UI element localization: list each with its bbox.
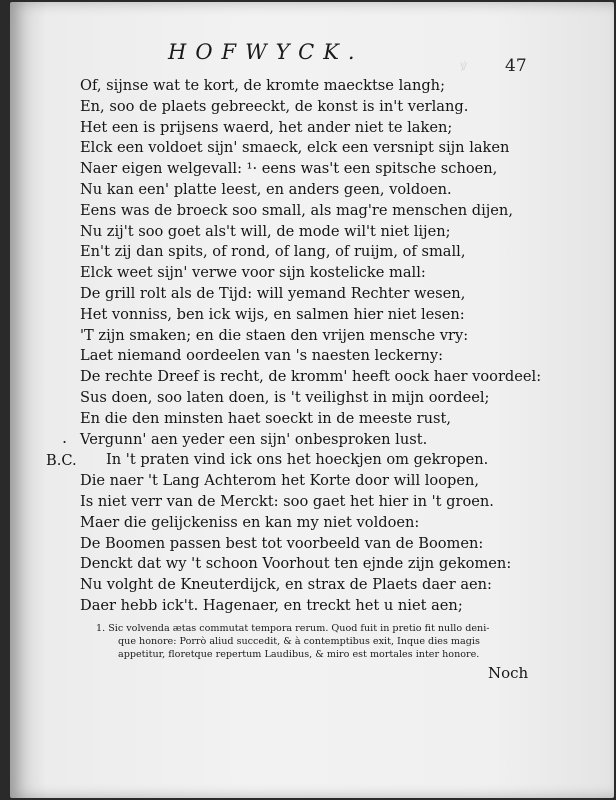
- margin-mark: .: [62, 428, 68, 447]
- verse-line: Het vonniss, ben ick wijs, en salmen hier niet lesen:: [80, 305, 465, 323]
- verse-line: Sus doen, soo laten doen, is 't veilighst in mijn oordeel;: [80, 388, 490, 406]
- verse-line: Nu kan een' platte leest, en anders geen, voldoen.: [80, 180, 452, 198]
- verse-line: Naer eigen welgevall: ¹· eens was't een spitsche schoen,: [80, 160, 498, 178]
- verse-line: Nu volght de Kneuterdijck, en strax de Plaets daer aen:: [80, 576, 492, 594]
- verse-line: De Boomen passen best tot voorbeeld van de Boomen:: [80, 534, 484, 552]
- verse-line: Elck een voldoet sijn' smaeck, elck een versnipt sijn laken: [80, 139, 510, 157]
- verse-line: Of, sijnse wat te kort, de kromte maecktse langh;: [80, 77, 446, 94]
- verse-line: Maer die gelijckeniss en kan my niet voldoen:: [80, 513, 420, 531]
- verse-line: Laet niemand oordeelen van 's naesten leckerny:: [80, 347, 444, 365]
- verse-line: Daer hebb ick't. Hagenaer, en treckt het u niet aen;: [80, 596, 463, 614]
- verse-line: Het een is prijsens waerd, het ander niet te laken;: [80, 118, 453, 136]
- verse-line: Is niet verr van de Merckt: soo gaet het hier in 't groen.: [80, 492, 494, 510]
- footnote-line: 1. Sic volvenda ætas commutat tempora rerum. Quod fuit in pretio fit nullo deni-: [96, 623, 490, 634]
- verse-line: Vergunn' aen yeder een sijn' onbesproken lust.: [80, 430, 428, 448]
- verse-line: Die naer 't Lang Achterom het Korte door will loopen,: [80, 472, 480, 490]
- verse-line: Nu zij't soo goet als't will, de mode wil't niet lijen;: [80, 222, 451, 240]
- page-number: 47: [505, 56, 527, 76]
- footnote-line: que honore: Porrò aliud succedit, & à contemptibus exit, Inque dies magis: [118, 636, 480, 647]
- verse-line: En, soo de plaets gebreeckt, de konst is in't verlang.: [80, 97, 469, 115]
- speaker-label: B.C.: [46, 452, 77, 469]
- footnote-line: appetitur, floretque repertum Laudibus, & miro est mortales inter honore.: [118, 649, 480, 660]
- verse-line: De rechte Dreef is recht, de kromm' heeft oock haer voordeel:: [80, 368, 542, 386]
- running-header: HOFWYCK.: [168, 40, 364, 64]
- verse-line: En die den minsten haet soeckt in de meeste rust,: [80, 409, 452, 427]
- verse-line: En't zij dan spits, of rond, of lang, of ruijm, of small,: [80, 243, 466, 261]
- show-through: ꝟ: [460, 58, 468, 74]
- verse-line: Denckt dat wy 't schoon Voorhout ten ejnde zijn gekomen:: [80, 555, 512, 573]
- verse-line: Elck weet sijn' verwe voor sijn kostelicke mall:: [80, 264, 426, 282]
- footnote: [96, 622, 516, 661]
- catchword: Noch: [488, 664, 529, 682]
- verse-line: De grill rolt als de Tijd: will yemand Rechter wesen,: [80, 284, 466, 302]
- verse-line: In 't praten vind ick ons het hoeckjen om gekropen.: [106, 451, 489, 469]
- verse-line: 'T zijn smaken; en die staen den vrijen mensche vry:: [80, 326, 469, 344]
- verse-line: Eens was de broeck soo small, als mag're menschen dijen,: [80, 201, 513, 219]
- poem-text: [80, 76, 540, 617]
